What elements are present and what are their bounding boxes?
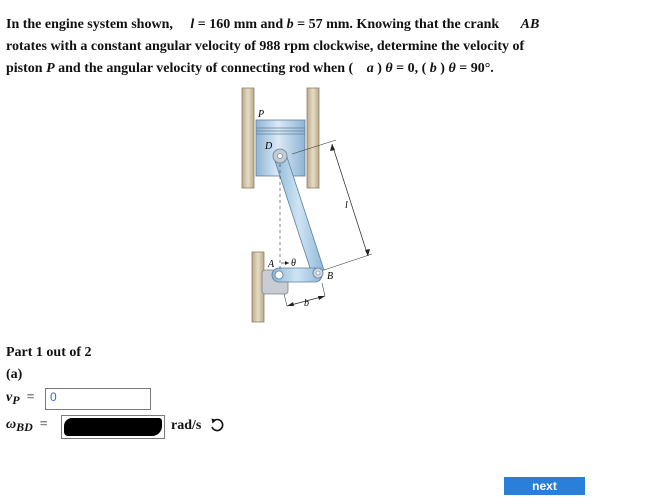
- problem-line-3: [6, 58, 661, 80]
- label-a: A: [268, 259, 275, 270]
- dimension-l: [332, 144, 368, 256]
- omega-symbol: ω: [6, 417, 17, 432]
- var-l: l: [190, 17, 195, 32]
- part-a-letter: a: [366, 61, 374, 76]
- problem-statement: [6, 14, 661, 80]
- theta-symbol: θ: [385, 61, 393, 76]
- vp-equals: =: [26, 390, 35, 405]
- vp-input[interactable]: 0: [45, 388, 151, 410]
- problem-text: ): [440, 61, 445, 76]
- problem-text: piston: [6, 61, 43, 76]
- problem-line-2: rotates with a constant angular velocity of 988 rpm clockwise, determine the velocity of: [6, 39, 525, 54]
- part-b-letter: b: [429, 61, 437, 76]
- label-d: D: [265, 141, 273, 152]
- problem-text: = 0, (: [396, 61, 427, 76]
- retry-icon[interactable]: [209, 417, 225, 433]
- omega-equals: =: [39, 417, 48, 432]
- omega-input[interactable]: [61, 415, 165, 439]
- vp-symbol: v: [6, 390, 13, 405]
- cylinder-wall-left: [242, 88, 254, 188]
- problem-line-1: [6, 14, 661, 36]
- problem-text: ): [377, 61, 382, 76]
- redaction-mark: [64, 418, 162, 436]
- label-b-dim: b: [304, 298, 309, 309]
- part-progress: Part 1 out of 2: [6, 345, 92, 360]
- problem-text: and the angular velocity of connecting rod when (: [58, 61, 354, 76]
- label-theta: θ: [291, 258, 296, 269]
- label-b-point: B: [327, 271, 334, 282]
- subpart-label: (a): [6, 367, 23, 382]
- omega-answer-row: [6, 415, 202, 439]
- cylinder-wall-right: [307, 88, 319, 188]
- pin-a: [275, 271, 283, 279]
- problem-text: = 57 mm. Knowing that the crank: [297, 17, 500, 32]
- problem-text: = 90°.: [459, 61, 494, 76]
- theta-symbol: θ: [448, 61, 456, 76]
- omega-unit: rad/s: [171, 418, 202, 433]
- label-p: P: [258, 109, 265, 120]
- problem-text: In the engine system shown,: [6, 17, 173, 32]
- var-b: b: [286, 17, 294, 32]
- vp-answer-row: [6, 388, 57, 410]
- var-ab: AB: [520, 17, 540, 32]
- vp-subscript: P: [12, 393, 20, 407]
- engine-figure: [232, 84, 377, 324]
- problem-text: = 160 mm and: [197, 17, 284, 32]
- label-l: l: [345, 200, 348, 211]
- next-button[interactable]: next: [504, 477, 585, 495]
- omega-subscript: BD: [16, 420, 33, 434]
- var-p: P: [46, 61, 55, 76]
